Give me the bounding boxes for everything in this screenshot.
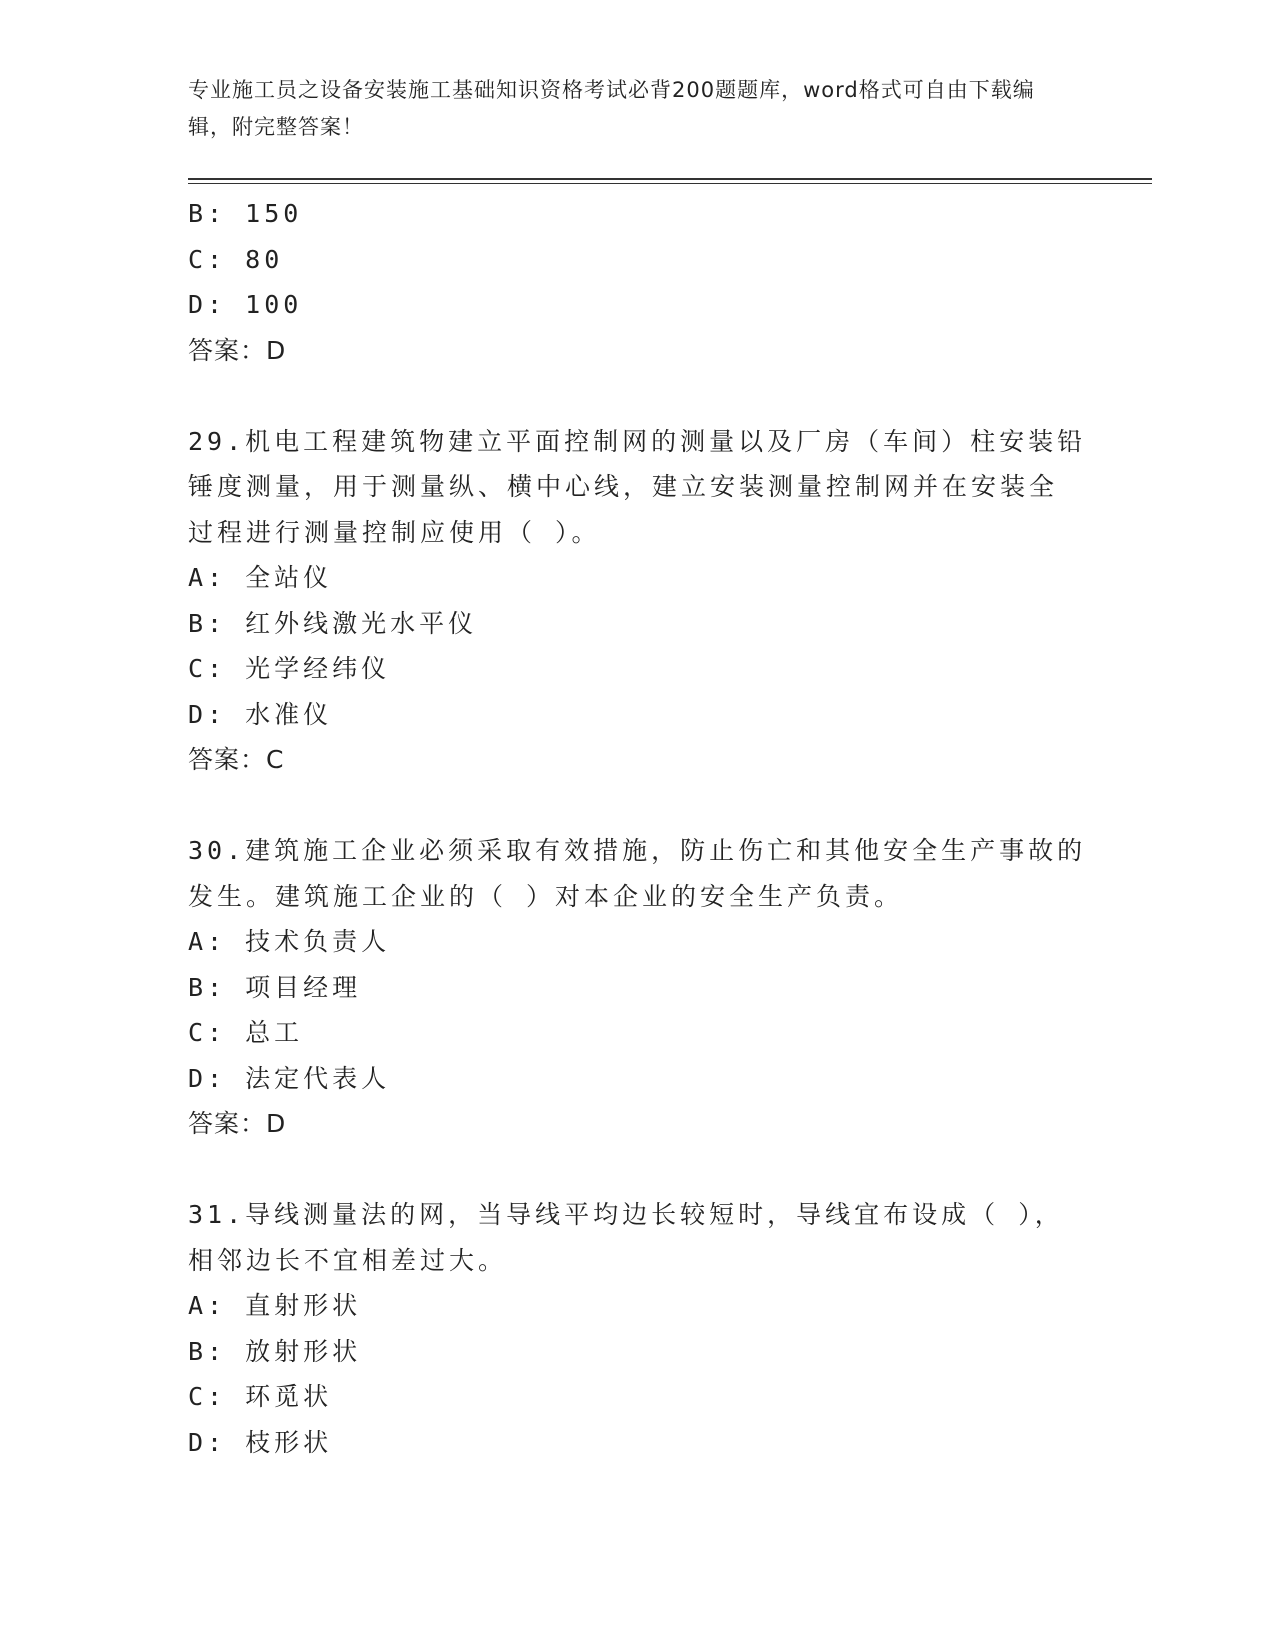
spacer [188,373,1088,419]
option-letter: B: [188,608,227,638]
option-letter: A: [188,563,227,592]
question-stem-line: 29.机电工程建筑物建立平面控制网的测量以及厂房（车间）柱安装铅 [188,426,1087,456]
option-d [188,282,1088,328]
option-text: 技术负责人 [245,927,391,956]
question-stem-line: 31.导线测量法的网，当导线平均边长较短时，导线宜布设成（ ）， [188,1200,1064,1229]
option-b [188,965,1088,1011]
option-c [188,646,1088,692]
spacer [188,783,1088,829]
option-letter: C: [188,654,227,683]
option-text: 全站仪 [245,563,333,592]
option-text: 80 [245,244,284,274]
option-letter: C: [188,1018,227,1047]
partial-question [188,191,1088,373]
option-text: 法定代表人 [245,1063,391,1093]
question-31 [188,1192,1088,1465]
option-d [188,1056,1088,1102]
option-letter: C: [188,244,227,274]
option-letter: B: [188,972,227,1002]
option-letter: A: [188,927,227,956]
option-letter: B: [188,199,227,228]
option-b [188,601,1088,647]
option-text: 直射形状 [245,1291,362,1320]
option-letter: D: [188,1427,227,1457]
option-text: 环觅状 [245,1382,333,1411]
question-stem-line: 锤度测量，用于测量纵、横中心线，建立安装测量控制网并在安装全 [188,472,1059,501]
option-letter: B: [188,1336,227,1366]
option-a [188,919,1088,965]
option-letter: A: [188,1291,227,1320]
option-text: 枝形状 [245,1427,333,1457]
option-letter: D: [188,1063,227,1093]
option-text: 红外线激光水平仪 [245,608,478,638]
option-letter: D: [188,699,227,729]
option-d [188,692,1088,738]
option-a [188,1283,1088,1329]
question-stem-line: 过程进行测量控制应使用（ ）。 [188,517,601,547]
document-header: 专业施工员之设备安装施工基础知识资格考试必背200题题库，word格式可自由下载编辑，附完整答案！ [188,78,1035,139]
header-rule-thick [188,178,1152,180]
answer-line: 答案：C [188,745,285,774]
option-text: 总工 [245,1018,304,1047]
answer-line: 答案：D [188,335,287,365]
question-stem-line: 相邻边长不宜相差过大。 [188,1245,508,1275]
spacer [188,1147,1088,1193]
header-rule-thin [188,183,1152,184]
option-b [188,1329,1088,1375]
option-letter: C: [188,1382,227,1411]
option-text: 100 [245,290,303,319]
option-d [188,1420,1088,1466]
option-letter: D: [188,290,227,319]
option-text: 150 [245,199,303,228]
question-stem-line: 30.建筑施工企业必须采取有效措施，防止伤亡和其他安全生产事故的 [188,836,1087,865]
option-text: 放射形状 [245,1336,362,1366]
option-c [188,1374,1088,1420]
option-a [188,555,1088,601]
option-b [188,191,1088,237]
option-text: 水准仪 [245,699,333,729]
answer-line: 答案：D [188,1109,287,1138]
question-29 [188,419,1088,783]
question-30 [188,828,1088,1147]
option-c [188,1010,1088,1056]
option-text: 光学经纬仪 [245,654,391,683]
option-text: 项目经理 [245,972,362,1002]
option-c [188,237,1088,283]
question-stem-line: 发生。建筑施工企业的（ ）对本企业的安全生产负责。 [188,881,904,911]
document-body [188,191,1088,1465]
